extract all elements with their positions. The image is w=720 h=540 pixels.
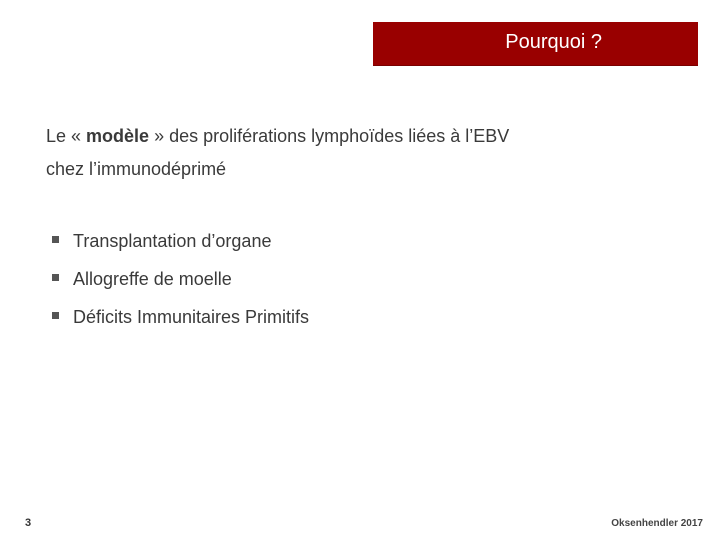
intro-prefix: Le « (46, 126, 87, 146)
bullet-label: Allogreffe de moelle (73, 269, 232, 289)
page-number: 3 (25, 517, 32, 529)
bullet-label: Déficits Immunitaires Primitifs (73, 307, 310, 327)
intro-suffix: » des proliférations lymphoïdes liées à l’EBV (149, 126, 510, 146)
footer-credit: Oksenhendler 2017 (611, 518, 703, 529)
square-bullet-icon (52, 274, 59, 281)
intro-line-1 (46, 120, 666, 153)
intro-paragraph (46, 120, 666, 186)
page-title: Pourquoi ? (505, 31, 602, 53)
intro-bold-keyword: modèle (86, 126, 150, 146)
square-bullet-icon (52, 312, 59, 319)
intro-line-2: chez l’immunodéprimé (46, 159, 227, 179)
bullet-label: Transplantation d’organe (73, 231, 272, 251)
square-bullet-icon (52, 236, 59, 243)
title-bar (373, 22, 698, 66)
